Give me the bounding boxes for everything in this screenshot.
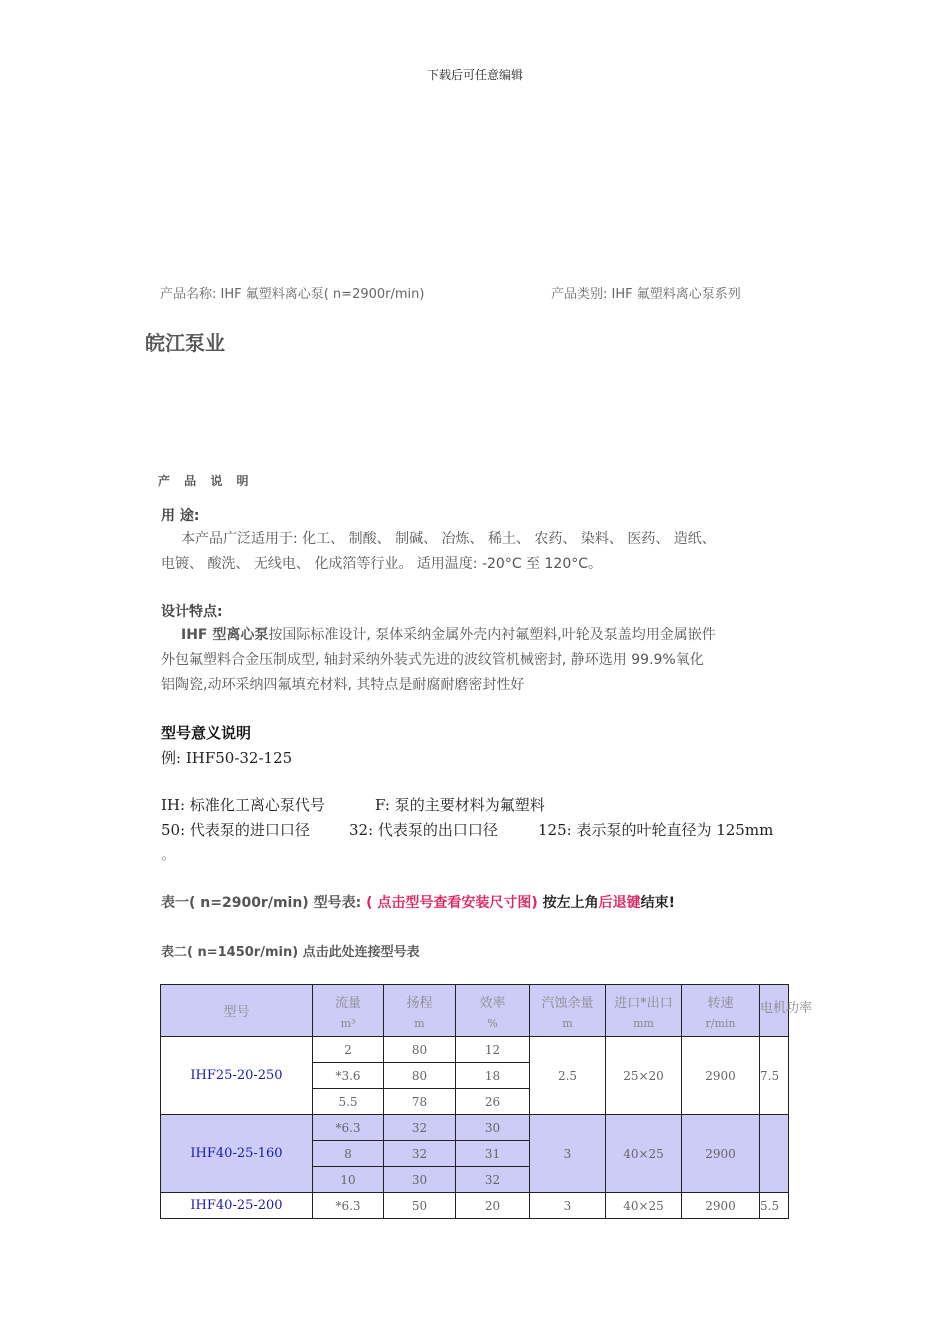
header-speed-label: 转速 bbox=[707, 995, 734, 1011]
flow-cell: *6.3 bbox=[313, 1193, 384, 1219]
eff-cell: 20 bbox=[456, 1193, 530, 1219]
header-flow bbox=[313, 985, 384, 1037]
npsh-cell: 3 bbox=[530, 1193, 606, 1219]
header-model: 型号 bbox=[161, 985, 313, 1037]
header-note: 下载后可任意编辑 bbox=[426, 68, 523, 82]
table1-caption-c: 按左上角 bbox=[542, 895, 599, 911]
outlet-meaning: 32: 代表泵的出口口径 bbox=[349, 821, 498, 839]
power-value: 5.5 bbox=[760, 1198, 780, 1213]
header-eff-unit: % bbox=[487, 1016, 498, 1030]
table1-caption-a: 表一( n=2900r/min) 型号表: bbox=[161, 895, 367, 911]
head-cell: 80 bbox=[384, 1063, 456, 1089]
flow-cell: 2 bbox=[313, 1037, 384, 1063]
model-link[interactable]: IHF25-20-250 bbox=[161, 1037, 313, 1115]
head-cell: 32 bbox=[384, 1141, 456, 1167]
header-npsh bbox=[530, 985, 606, 1037]
eff-cell: 26 bbox=[456, 1089, 530, 1115]
usage-heading: 用 途: bbox=[161, 508, 200, 524]
usage-line-2: 电镀、 酸洗、 无线电、 化成箔等行业。 适用温度: -20°C 至 120°C。 bbox=[161, 556, 603, 572]
table1-caption bbox=[161, 892, 675, 912]
head-cell: 32 bbox=[384, 1115, 456, 1141]
head-cell: 80 bbox=[384, 1037, 456, 1063]
header-power-label: 电机功率 bbox=[760, 1001, 813, 1016]
eff-cell: 30 bbox=[456, 1115, 530, 1141]
model-meaning-heading: 型号意义说明 bbox=[161, 724, 252, 742]
power-cell bbox=[760, 1193, 789, 1219]
head-cell: 78 bbox=[384, 1089, 456, 1115]
header-flow-unit: m³ bbox=[340, 1016, 356, 1030]
eff-cell: 18 bbox=[456, 1063, 530, 1089]
header-io-label: 进口*出口 bbox=[614, 995, 673, 1011]
eff-cell: 12 bbox=[456, 1037, 530, 1063]
table2-link[interactable]: 表二( n=1450r/min) 点击此处连接型号表 bbox=[161, 945, 420, 960]
header-speed-unit: r/min bbox=[705, 1016, 736, 1030]
header-power bbox=[760, 985, 813, 1037]
flow-cell: 5.5 bbox=[313, 1089, 384, 1115]
speed-cell: 2900 bbox=[682, 1193, 760, 1219]
head-cell: 50 bbox=[384, 1193, 456, 1219]
table1-caption-e: 结束! bbox=[640, 895, 675, 911]
model-link[interactable]: IHF40-25-200 bbox=[161, 1193, 313, 1219]
design-line-2: 外包氟塑料合金压制成型, 轴封采纳外装式先进的波纹管机械密封, 静环选用 99.9%氧化 bbox=[161, 652, 704, 668]
header-io-unit: mm bbox=[633, 1016, 654, 1030]
header-head-label: 扬程 bbox=[406, 995, 433, 1011]
power-cell bbox=[760, 1037, 789, 1115]
header-head bbox=[384, 985, 456, 1037]
flow-cell: *3.6 bbox=[313, 1063, 384, 1089]
table-row bbox=[161, 1115, 789, 1141]
product-category: 产品类别: IHF 氟塑料离心泵系列 bbox=[551, 287, 741, 302]
ih-meaning: IH: 标准化工离心泵代号 bbox=[161, 796, 325, 814]
speed-cell: 2900 bbox=[682, 1115, 760, 1193]
header-head-unit: m bbox=[414, 1016, 425, 1030]
eff-cell: 31 bbox=[456, 1141, 530, 1167]
npsh-cell: 2.5 bbox=[530, 1037, 606, 1115]
product-name: 产品名称: IHF 氟塑料离心泵( n=2900r/min) bbox=[160, 287, 425, 302]
table-row bbox=[161, 1037, 789, 1063]
model-table bbox=[160, 984, 813, 1219]
model-link[interactable]: IHF40-25-160 bbox=[161, 1115, 313, 1193]
f-meaning: F: 泵的主要材料为氟塑料 bbox=[375, 796, 545, 814]
header-npsh-unit: m bbox=[562, 1016, 573, 1030]
power-value: 7.5 bbox=[760, 1068, 780, 1083]
design-line-1-rest: 按国际标准设计, 泵体采纳金属外壳内衬氟塑料,叶轮及泵盖均用金属嵌件 bbox=[268, 627, 716, 643]
section-title: 产 品 说 明 bbox=[158, 474, 254, 488]
back-key-text: 后退键 bbox=[598, 895, 641, 911]
npsh-cell: 3 bbox=[530, 1115, 606, 1193]
io-cell: 40×25 bbox=[606, 1115, 682, 1193]
model-example: 例: IHF50-32-125 bbox=[161, 749, 293, 767]
table-row bbox=[161, 1193, 789, 1219]
inlet-meaning: 50: 代表泵的进口口径 bbox=[161, 821, 310, 839]
design-lead: IHF 型离心泵 bbox=[181, 627, 269, 643]
speed-cell: 2900 bbox=[682, 1037, 760, 1115]
table-header-row bbox=[161, 985, 789, 1037]
usage-line-1: 本产品广泛适用于: 化工、 制酸、 制碱、 冶炼、 稀土、 农药、 染料、 医药、 造纸、 bbox=[181, 531, 716, 547]
header-speed bbox=[682, 985, 760, 1037]
header-eff bbox=[456, 985, 530, 1037]
company-name: 皖江泵业 bbox=[145, 331, 225, 355]
header-io bbox=[606, 985, 682, 1037]
design-heading: 设计特点: bbox=[161, 604, 223, 620]
flow-cell: 10 bbox=[313, 1167, 384, 1193]
impeller-meaning: 125: 表示泵的叶轮直径为 125mm bbox=[538, 821, 774, 839]
install-drawing-link[interactable]: ( 点击型号查看安装尺寸图) bbox=[366, 895, 543, 911]
design-line-1 bbox=[181, 623, 716, 648]
design-line-3: 铝陶瓷,动环采纳四氟填充材料, 其特点是耐腐耐磨密封性好 bbox=[161, 677, 525, 693]
header-npsh-label: 汽蚀余量 bbox=[541, 995, 594, 1011]
flow-cell: *6.3 bbox=[313, 1115, 384, 1141]
power-cell bbox=[760, 1115, 789, 1193]
io-cell: 40×25 bbox=[606, 1193, 682, 1219]
period-mark: 。 bbox=[161, 845, 177, 863]
flow-cell: 8 bbox=[313, 1141, 384, 1167]
eff-cell: 32 bbox=[456, 1167, 530, 1193]
io-cell: 25×20 bbox=[606, 1037, 682, 1115]
header-flow-label: 流量 bbox=[334, 995, 361, 1011]
head-cell: 30 bbox=[384, 1167, 456, 1193]
header-eff-label: 效率 bbox=[479, 995, 506, 1011]
